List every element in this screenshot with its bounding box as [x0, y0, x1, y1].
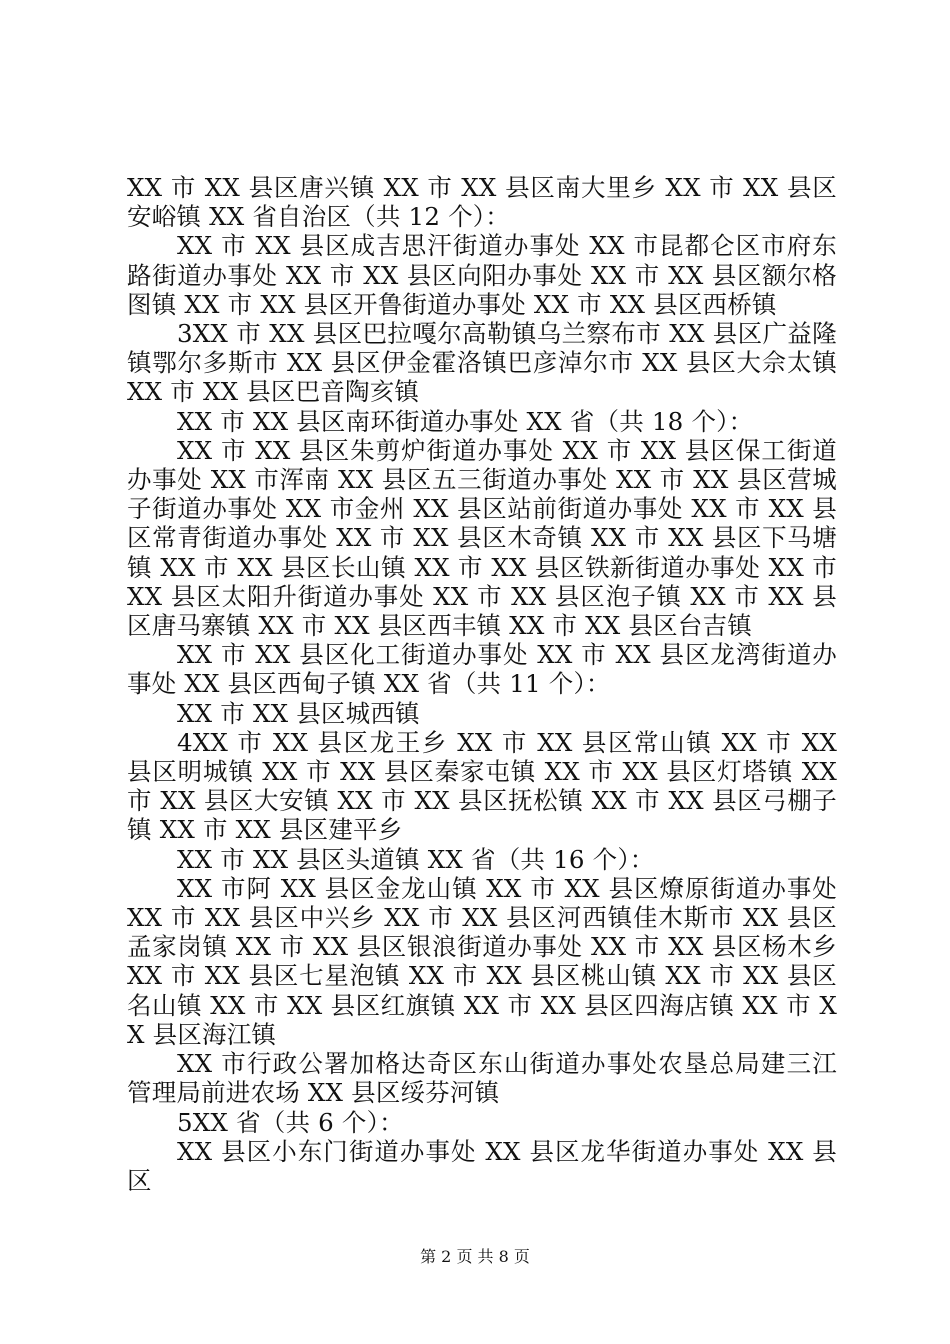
- paragraph-5: XX 市 XX 县区朱剪炉街道办事处 XX 市 XX 县区保工街道办事处 XX 市浑南 XX 县区五三街道办事处 XX 市 XX 县区营城子街道办事处 XX 市金州 XX 县区站前街道办事处 XX 市 XX 县区常青街道办事处 XX 市 XX 县区木奇镇 XX 市 XX 县区下马塘镇 XX 市 XX 县区长山镇 XX 市 XX 县区铁新街道办事处 XX 市 XX 县区太阳升街道办事处 XX 市 XX 县区泡子镇 XX 市 XX 县区唐马寨镇 XX 市 XX 县区西丰镇 XX 市 XX 县区台吉镇: [127, 435, 837, 641]
- paragraph-13: XX 县区小东门街道办事处 XX 县区龙华街道办事处 XX 县区: [127, 1136, 837, 1195]
- paragraph-1: XX 市 XX 县区唐兴镇 XX 市 XX 县区南大里乡 XX 市 XX 县区安峪镇 XX 省自治区（共 12 个）：: [127, 173, 837, 232]
- document-body: [127, 173, 837, 1195]
- paragraph-8: 4XX 市 XX 县区龙王乡 XX 市 XX 县区常山镇 XX 市 XX 县区明城镇 XX 市 XX 县区秦家屯镇 XX 市 XX 县区灯塔镇 XX 市 XX 县区大安镇 XX 市 XX 县区抚松镇 XX 市 XX 县区弓棚子镇 XX 市 XX 县区建平乡: [127, 727, 837, 845]
- paragraph-2: XX 市 XX 县区成吉思汗街道办事处 XX 市昆都仑区市府东路街道办事处 XX 市 XX 县区向阳办事处 XX 市 XX 县区额尔格图镇 XX 市 XX 县区开鲁街道办事处 XX 市 XX 县区西桥镇: [127, 231, 837, 319]
- paragraph-12: 5XX 省（共 6 个）：: [177, 1107, 404, 1137]
- paragraph-4: XX 市 XX 县区南环街道办事处 XX 省（共 18 个）：: [177, 406, 754, 436]
- paragraph-11: XX 市行政公署加格达奇区东山街道办事处农垦总局建三江管理局前进农场 XX 县区绥芬河镇: [127, 1049, 837, 1108]
- paragraph-7: XX 市 XX 县区城西镇: [177, 698, 420, 728]
- paragraph-6: XX 市 XX 县区化工街道办事处 XX 市 XX 县区龙湾街道办事处 XX 县区西甸子镇 XX 省（共 11 个）：: [127, 640, 837, 699]
- paragraph-9: XX 市 XX 县区头道镇 XX 省（共 16 个）：: [177, 844, 655, 874]
- paragraph-10: XX 市阿 XX 县区金龙山镇 XX 市 XX 县区燎原街道办事处 XX 市 XX 县区中兴乡 XX 市 XX 县区河西镇佳木斯市 XX 县区孟家岗镇 XX 市 XX 县区银浪街道办事处 XX 市 XX 县区杨木乡 XX 市 XX 县区七星泡镇 XX 市 XX 县区桃山镇 XX 市 XX 县区名山镇 XX 市 XX 县区红旗镇 XX 市 XX 县区四海店镇 XX 市 XX 县区海江镇: [127, 873, 837, 1049]
- paragraph-3: 3XX 市 XX 县区巴拉嘎尔高勒镇乌兰察布市 XX 县区广益隆镇鄂尔多斯市 XX 县区伊金霍洛镇巴彦淖尔市 XX 县区大佘太镇 XX 市 XX 县区巴音陶亥镇: [127, 319, 837, 407]
- page-number-footer: 第 2 页 共 8 页: [420, 1247, 530, 1266]
